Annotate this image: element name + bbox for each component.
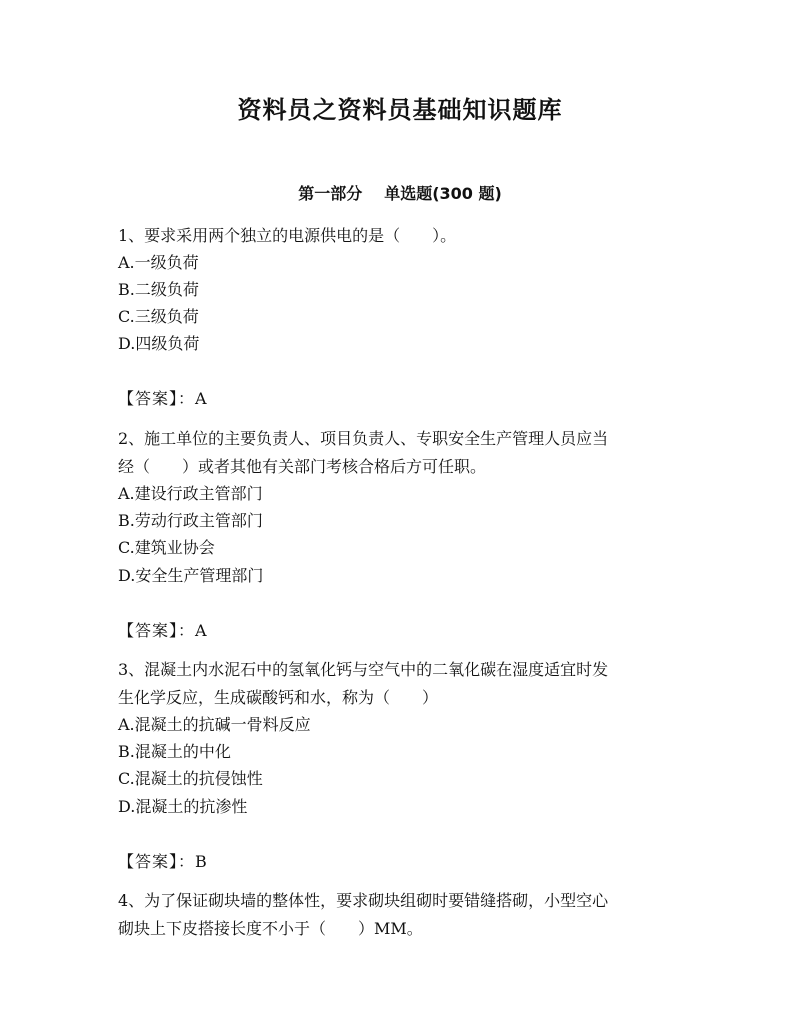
question-1-stem-line-1: 1、要求采用两个独立的电源供电的是（ ）。 [118, 226, 457, 245]
question-1-option-c: C.三级负荷 [118, 307, 199, 326]
question-4-stem-line-2: 砌块上下皮搭接长度不小于（ ）MM。 [118, 919, 423, 938]
question-3-answer [118, 851, 207, 873]
answer-label: 【答案】： [118, 389, 196, 408]
question-4-stem-line-1: 4、为了保证砌块墙的整体性，要求砌块组砌时要错缝搭砌，小型空心 [118, 891, 609, 910]
question-2-option-d: D.安全生产管理部门 [118, 566, 264, 585]
section-part: 第一部分 [298, 184, 363, 203]
question-2-stem-line-2: 经（ ）或者其他有关部门考核合格后方可任职。 [118, 457, 487, 476]
question-2-option-b: B.劳动行政主管部门 [118, 511, 263, 530]
question-3-stem-line-2: 生化学反应，生成碳酸钙和水，称为（ ） [118, 688, 439, 707]
answer-label: 【答案】： [118, 852, 196, 871]
question-3-stem-line-1: 3、混凝土内水泥石中的氢氧化钙与空气中的二氧化碳在湿度适宜时发 [118, 660, 609, 679]
question-1-option-a: A.一级负荷 [118, 253, 199, 272]
question-1-option-d: D.四级负荷 [118, 334, 200, 353]
question-3-option-a: A.混凝土的抗碱一骨料反应 [118, 715, 311, 734]
answer-value: A [195, 621, 207, 640]
document-title: 资料员之资料员基础知识题库 [237, 96, 563, 124]
section-heading [0, 182, 800, 206]
question-3-option-c: C.混凝土的抗侵蚀性 [118, 769, 263, 788]
question-2-answer [118, 620, 207, 642]
section-name: 单选题(300 题) [384, 184, 502, 203]
question-3-option-b: B.混凝土的中化 [118, 742, 231, 761]
question-2-option-a: A.建设行政主管部门 [118, 484, 263, 503]
question-1-answer [118, 388, 207, 410]
question-3-option-d: D.混凝土的抗渗性 [118, 797, 248, 816]
answer-value: A [195, 389, 207, 408]
answer-value: B [195, 852, 207, 871]
question-2-option-c: C.建筑业协会 [118, 538, 215, 557]
question-1-option-b: B.二级负荷 [118, 280, 199, 299]
answer-label: 【答案】： [118, 621, 196, 640]
question-2-stem-line-1: 2、施工单位的主要负责人、项目负责人、专职安全生产管理人员应当 [118, 429, 609, 448]
